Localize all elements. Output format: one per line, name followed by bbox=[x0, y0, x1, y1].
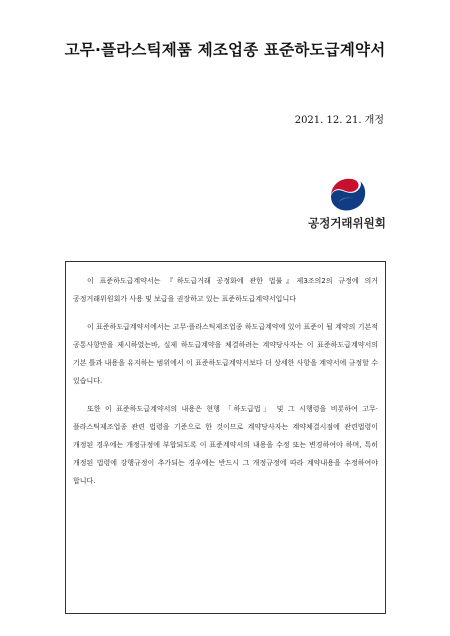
notice-box bbox=[65, 261, 386, 614]
notice-paragraph: 이 표준하도급계약서에서는 고무·플라스틱제조업종 하도급계약에 있어 표준이 될 계약의 기본적 공통사항만을 제시하였는바, 실제 하도급계약을 체결하려는 계약당사자는 이 표준하도급계약서의 기본 틀과 내용을 유지하는 범위에서 이 표준하도급계약서보다 더 상세한 사항을 계약서에 규정할 수 있습니다. bbox=[73, 323, 378, 385]
document-title: 고무·플라스틱제품 제조업종 표준하도급계약서 bbox=[64, 41, 386, 59]
taeguk-emblem-icon bbox=[327, 173, 367, 213]
org-name: 공정거래위원회 bbox=[308, 216, 386, 230]
notice-paragraph: 또한 이 표준하도급계약서의 내용은 현행 「하도급법」 및 그 시행령을 비롯하여 고무·플라스틱제조업종 관련 법령을 기준으로 한 것이므로 계약당사자는 계약체결시점에 관련법령이 개정된 경우에는 개정규정에 부합되도록 이 표준계약서의 내용을 수정 또는 변경하여야 하며, 특히 개정된 법령에 강행규정이 추가되는 경우에는 반드시 그 개정규정에 따라 계약내용을 수정하여야 합니다. bbox=[73, 405, 378, 485]
revision-date: 2021. 12. 21. 개정 bbox=[294, 115, 384, 126]
notice-paragraph: 이 표준하도급계약서는 『하도급거래 공정화에 관한 법률』제3조의2의 규정에 의거 공정거래위원회가 사용 및 보급을 권장하고 있는 표준하도급계약서입니다 bbox=[73, 277, 378, 303]
